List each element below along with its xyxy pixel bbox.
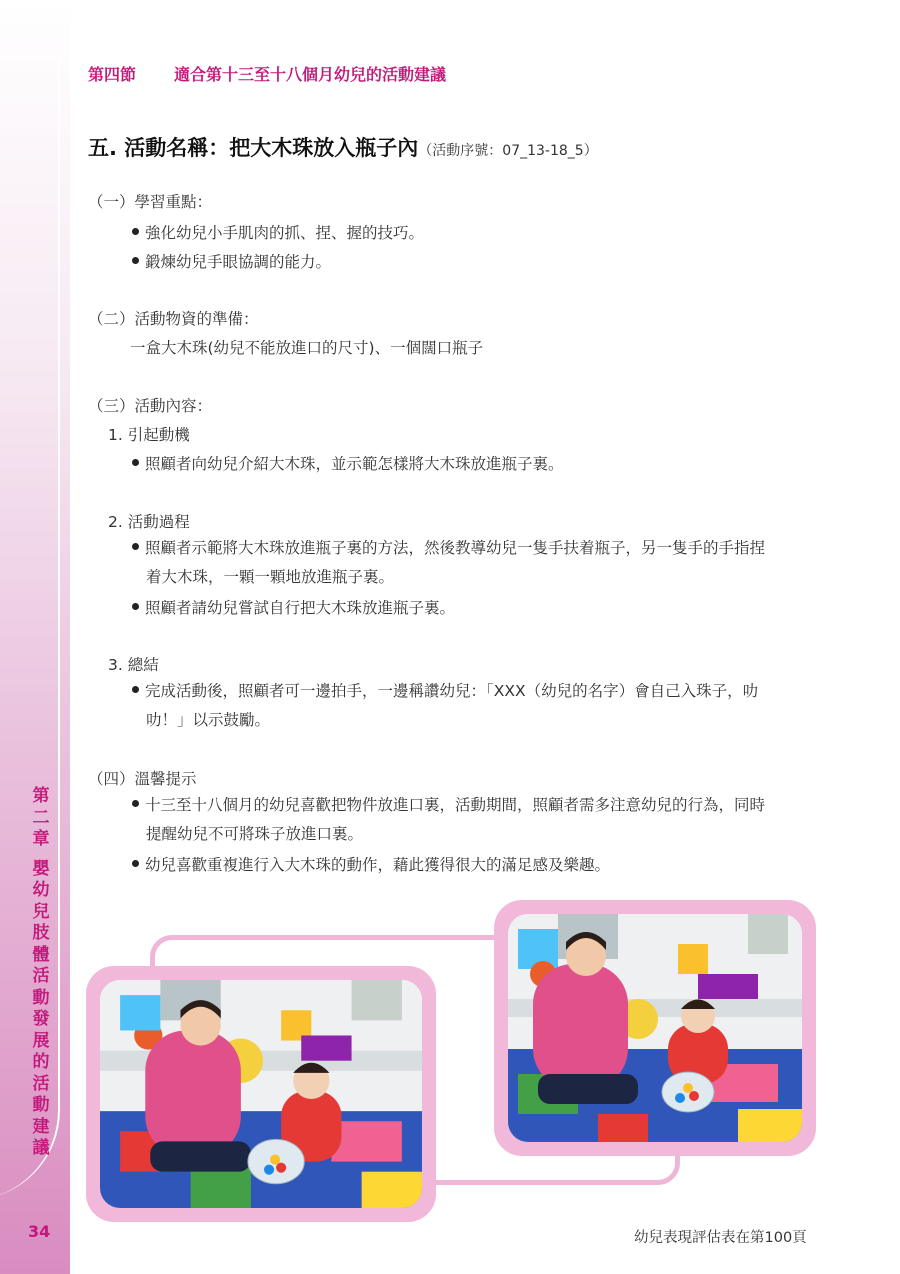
page-number: 34: [28, 1222, 51, 1241]
bullet-icon: [132, 800, 139, 807]
section-label: 第四節: [88, 65, 137, 84]
activity-title: [88, 132, 598, 162]
step-title: 1. 引起動機: [108, 426, 190, 444]
assessment-reference-note: 幼兒表現評估表在第100頁: [634, 1230, 807, 1246]
chapter-char: 肢: [32, 923, 50, 943]
bullet-icon: [132, 686, 139, 693]
activity-photo-right: [508, 914, 802, 1142]
chapter-char: 體: [32, 944, 50, 965]
step-item: 照顧者向幼兒介紹大木珠，並示範怎樣將大木珠放進瓶子裏。: [132, 452, 564, 474]
photo-frame-right: [494, 900, 816, 1156]
bullet-icon: [132, 228, 139, 235]
chapter-char: 動: [32, 1095, 50, 1115]
bullet-icon: [132, 459, 139, 466]
activity-photo-left: [100, 980, 422, 1208]
step-item: 照顧者請幼兒嘗試自行把大木珠放進瓶子裏。: [132, 596, 455, 618]
content-heading: （三）活動內容：: [88, 397, 213, 415]
activity-serial: （活動序號：07_13-18_5）: [418, 143, 598, 159]
bullet-icon: [132, 257, 139, 264]
learning-focus-heading: （一）學習重點：: [88, 193, 213, 211]
activity-photo-right-image: [508, 914, 802, 1142]
chapter-char: 兒: [32, 901, 50, 922]
section-header: [88, 62, 446, 85]
learning-focus-item: 強化幼兒小手肌肉的抓、捏、握的技巧。: [132, 221, 424, 243]
chapter-char: 第: [32, 786, 50, 806]
bullet-icon: [132, 603, 139, 610]
chapter-char: 嬰: [32, 858, 50, 879]
chapter-char: 二: [32, 807, 50, 828]
chapter-char: 議: [32, 1138, 50, 1158]
chapter-char: [26, 851, 56, 859]
chapter-char: 活: [32, 1073, 50, 1094]
chapter-char: 章: [32, 829, 50, 849]
chapter-char: 幼: [32, 880, 50, 900]
tips-item: 幼兒喜歡重複進行入大木珠的動作，藉此獲得很大的滿足感及樂趣。: [132, 853, 610, 875]
chapter-char: 活: [32, 966, 50, 986]
chapter-char: 展: [32, 1030, 50, 1051]
materials-text: 一盒大木珠(幼兒不能放進口的尺寸)、一個闊口瓶子: [130, 339, 484, 357]
step-title: 3. 總結: [108, 656, 159, 674]
chapter-char: 發: [32, 1009, 50, 1029]
activity-name: 五. 活動名稱：把大木珠放入瓶子內: [88, 136, 419, 160]
photo-frame-left: [86, 966, 436, 1222]
learning-focus-item: 鍛煉幼兒手眼協調的能力。: [132, 250, 331, 272]
chapter-char: 動: [32, 987, 50, 1008]
chapter-char: 建: [32, 1116, 50, 1137]
section-title: 適合第十三至十八個月幼兒的活動建議: [174, 65, 447, 84]
chapter-vertical-title: [26, 786, 56, 1160]
step-item: 完成活動後，照顧者可一邊拍手，一邊稱讚幼兒：「XXX（幼兒的名字）會自己入珠子，叻 叻！」以示鼓勵。: [132, 677, 812, 735]
bullet-icon: [132, 860, 139, 867]
step-item: 照顧者示範將大木珠放進瓶子裏的方法，然後教導幼兒一隻手扶着瓶子，另一隻手的手指捏 着大木珠，一顆一顆地放進瓶子裏。: [132, 534, 812, 592]
tips-heading: （四）溫馨提示: [88, 770, 197, 788]
materials-heading: （二）活動物資的準備：: [88, 310, 259, 328]
activity-photo-left-image: [100, 980, 422, 1208]
tips-item: 十三至十八個月的幼兒喜歡把物件放進口裏，活動期間，照顧者需多注意幼兒的行為，同時 提醒幼兒不可將珠子放進口裏。: [132, 791, 812, 849]
step-title: 2. 活動過程: [108, 513, 190, 531]
bullet-icon: [132, 543, 139, 550]
chapter-char: 的: [32, 1052, 50, 1072]
